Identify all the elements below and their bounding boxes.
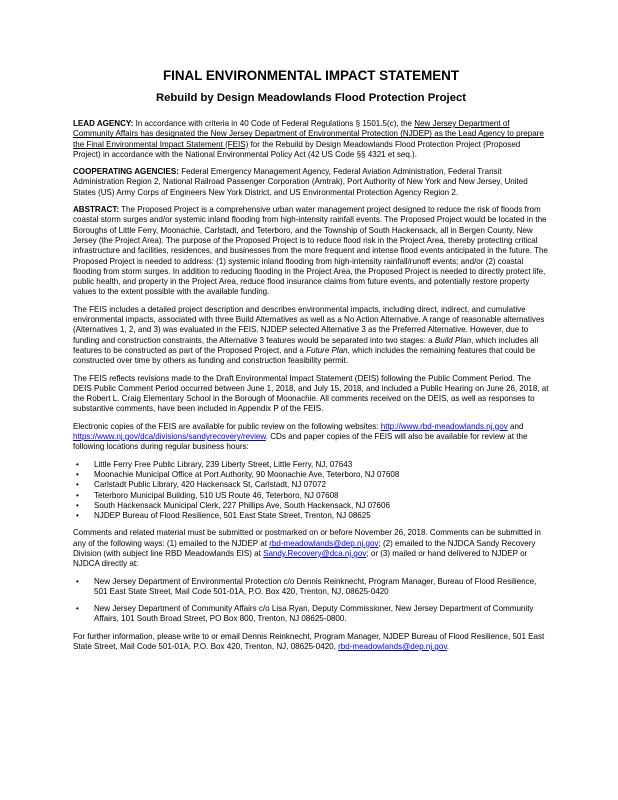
lead-agency-paragraph bbox=[73, 119, 549, 160]
lead-agency-text-before: In accordance with criteria in 40 Code of Federal Regulations § 1501.5(c), the bbox=[133, 119, 415, 128]
mailing-addresses-list bbox=[73, 577, 549, 625]
abstract-paragraph bbox=[73, 205, 549, 298]
future-plan-term: Future Plan bbox=[306, 345, 348, 355]
feis-includes-paragraph bbox=[73, 305, 549, 367]
lead-agency-underlined-text: New Jersey Department of Community Affairs has designated the New Jersey Department of Environmental Protection (NJDEP) as the Lead Agency to prepare the Final Environmental Impact Statement (FEIS) bbox=[73, 119, 544, 149]
page-subtitle: Rebuild by Design Meadowlands Flood Protection Project bbox=[155, 92, 467, 104]
further-info-paragraph bbox=[73, 632, 549, 653]
nj-dca-review-website-link[interactable]: https://www.nj.gov/dca/divisions/sandyrecovery/review bbox=[73, 432, 266, 442]
list-item: • South Hackensack Municipal Clerk, 227 Phillips Ave, South Hackensack, NJ 07606 bbox=[73, 501, 549, 511]
list-item: • Little Ferry Free Public Library, 239 Liberty Street, Little Ferry, NJ, 07643 bbox=[73, 460, 549, 470]
list-item: • Carlstadt Public Library, 420 Hackensack St, Carlstadt, NJ 07072 bbox=[73, 480, 549, 490]
comments-text-3: ; or (3) mailed or hand delivered to NJDEP or NJDCA directly at: bbox=[73, 548, 528, 569]
comments-text-1: Comments and related material must be submitted or postmarked on or before November 26, 2018. Comments can be submitted in any of the following ways: (1) emailed to the NJDEP at bbox=[73, 528, 541, 548]
rbd-meadowlands-website-link[interactable]: http://www.rbd-meadowlands.nj.gov bbox=[380, 421, 508, 431]
feis-includes-text-2: , which includes all features to be constructed as part of the Proposed Project, and a bbox=[73, 335, 539, 355]
list-item: • New Jersey Department of Environmental Protection c/o Dennis Reinknecht, Program Manager, Bureau of Flood Resilience, 501 East State Street, Mail Code 501-01A, P.O. Box 420, Trenton, NJ, 08625-0420 bbox=[73, 577, 549, 598]
electronic-copies-paragraph bbox=[73, 422, 549, 453]
lead-agency-text-after: for the Rebuild by Design Meadowlands Flood Protection Project (Proposed Project) in accordance with the National Environmental Policy Act (42 US Code §§ 4321 et seq.). bbox=[73, 139, 521, 159]
further-info-text: For further information, please write to or email Dennis Reinknecht, Program Manager, NJDEP Bureau of Flood Resilience, 501 East State Street, Mail Code 501-01A, P.O. Box 420, Trenton, NJ, 08625-0420, bbox=[73, 631, 545, 652]
abstract-label: ABSTRACT: bbox=[73, 205, 120, 215]
abstract-text: The Proposed Project is a comprehensive urban water management project designed to reduce the risk of floods from coastal storm surges and/or systemic inland flooding from high-intensity rainfall events. The Proposed Project would be located in the Boroughs of Little Ferry, Moonachie, Carlstadt, and Teterboro, and the Township of South Hackensack, all in Bergen County, New Jersey (the Project Area). The purpose of the Proposed Project is to reduce flood risk in the Project Area, thereby protecting critical infrastructure and facilities, residences, and businesses from the more frequent and intense flood events anticipated in the future. The Proposed Project is needed to address: (1) systemic inland flooding from high-intensity rainfall/runoff events; and/or (2) coastal flooding from storm surges. In addition to reducing flooding in the Project Area, the Proposed Project is needed to directly protect life, public health, and property in the Project Area, reduce flood insurance claims from future events, and potentially restore property values to the extent possible with the available funding. bbox=[73, 205, 548, 297]
njdep-email-link[interactable]: rbd-meadowlands@dep.nj.gov bbox=[269, 538, 379, 548]
electronic-copies-text-middle: and bbox=[507, 421, 524, 431]
build-plan-term: Build Plan bbox=[434, 335, 472, 345]
feis-includes-text-3: , which includes the remaining features that could be constructed over time by others as funding and construction feasibility permit. bbox=[73, 345, 536, 366]
list-item: • New Jersey Department of Community Affairs c/o Lisa Ryan, Deputy Commissioner, New Jersey Department of Community Affairs, 101 South Broad Street, PO Box 800, Trenton, NJ 08625-0800. bbox=[73, 604, 549, 625]
further-info-end: . bbox=[446, 642, 450, 652]
comments-paragraph bbox=[73, 528, 549, 569]
cooperating-agencies-paragraph bbox=[73, 167, 549, 198]
electronic-copies-text-after: . CDs and paper copies of the FEIS will also be available for review at the following locations during regular business hours: bbox=[73, 432, 528, 452]
list-item: • NJDEP Bureau of Flood Resilience, 501 East State Street, Trenton, NJ 08625 bbox=[73, 511, 549, 521]
cooperating-agencies-text: Federal Emergency Management Agency, Federal Aviation Administration, Federal Transit Administration Region 2, National Railroad Passenger Corporation (Amtrak), Port Authority of New York and New Jersey, United States (US) Army Corps of Engineers New York District, and US Environmental Protection Agency Region 2. bbox=[73, 167, 528, 197]
lead-agency-label: LEAD AGENCY: bbox=[73, 119, 134, 128]
electronic-copies-text-before: Electronic copies of the FEIS are available for public review on the following websites: bbox=[73, 421, 381, 431]
cooperating-agencies-label: COOPERATING AGENCIES: bbox=[73, 167, 179, 177]
feis-includes-text-1: The FEIS includes a detailed project description and describes environmental impacts, including direct, indirect, and cumulative environmental impacts, associated with three Build Alternatives as well as a No Action Alternative. A range of reasonable alternatives (Alternatives 1, 2, and 3) was evaluated in the FEIS. NJDEP selected Alternative 3 as the Preferred Alternative. However, due to funding and construction constraints, the Alternative 3 features would be separated into two stages: a bbox=[73, 304, 545, 345]
list-item: • Moonachie Municipal Office at Port Authority, 90 Moonachie Ave, Teterboro, NJ 07608 bbox=[73, 470, 549, 480]
review-locations-list bbox=[73, 460, 549, 522]
feis-reflects-paragraph: The FEIS reflects revisions made to the Draft Environmental Impact Statement (DEIS) following the Public Comment Period. The DEIS Public Comment Period occurred between June 1, 2018, and July 15, 2018, and included a Public Hearing on June 26, 2018, at the Robert L. Craig Elementary School in the Borough of Moonachie. All comments received on the DEIS, as well as responses to substantive comments, have been included in Appendix P of the FEIS. bbox=[73, 373, 549, 414]
document-page bbox=[73, 68, 549, 652]
sandy-recovery-email-link[interactable]: Sandy.Recovery@dca.nj.gov bbox=[263, 548, 367, 558]
page-title: FINAL ENVIRONMENTAL IMPACT STATEMENT bbox=[162, 68, 460, 83]
list-item: • Teterboro Municipal Building, 510 US Route 46, Teterboro, NJ 07608 bbox=[73, 491, 549, 501]
comments-text-2: ; (2) emailed to the NJDCA Sandy Recovery Division (with subject line RBD Meadowlands EIS) at bbox=[73, 538, 536, 558]
further-info-email-link[interactable]: rbd-meadowlands@dep.nj.gov bbox=[338, 642, 447, 652]
